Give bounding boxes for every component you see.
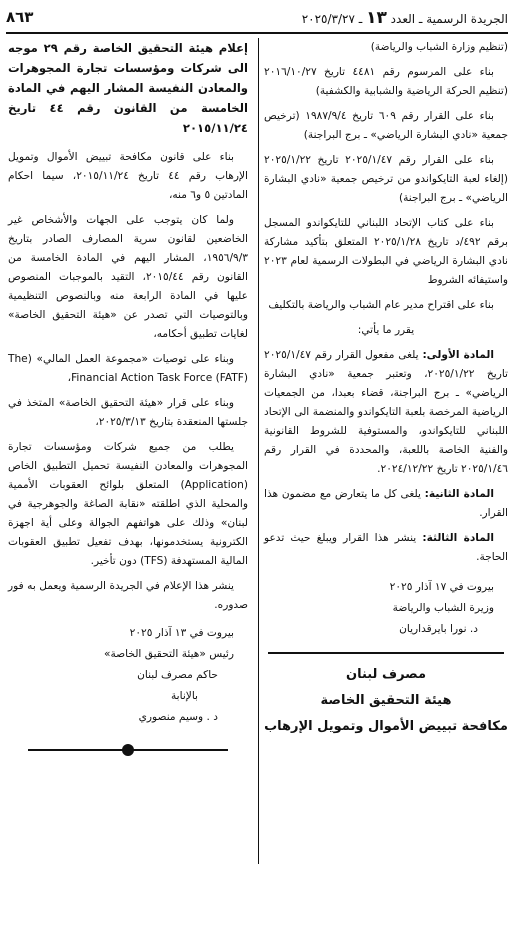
issue-number: ١٣ bbox=[366, 8, 387, 28]
signature-name: د . وسيم منصوري bbox=[138, 711, 218, 723]
commission-name: هيئة التحقيق الخاصة bbox=[320, 693, 452, 708]
signature-place-date: بيروت في ١٧ آذار ٢٠٢٥ bbox=[389, 581, 494, 593]
article-1 bbox=[264, 346, 508, 479]
article-label: المادة الأولى: bbox=[422, 349, 494, 361]
end-separator bbox=[18, 744, 238, 758]
bank-name: مصرف لبنان bbox=[345, 667, 427, 682]
signature-name: د. نورا بايرقداريان bbox=[399, 623, 478, 635]
article-2 bbox=[264, 485, 508, 523]
separator-dot bbox=[122, 744, 134, 756]
issue-date: ـ ٢٠٢٥/٣/٢٧ bbox=[301, 12, 363, 26]
decision-heading: يقرر ما يأتي: bbox=[357, 324, 415, 336]
paragraph: بناء على اقتراح مدير عام الشباب والرياضة بالتكليف bbox=[268, 299, 494, 311]
header-rule bbox=[6, 32, 508, 34]
paragraph: بناء على كتاب الإتحاد اللبناني للتايكواندو المسجل برقم ٤٩٢/د تاريخ ٢٠٢٥/١/٢٨ المتعلق بتأكيد مشاركة نادي البشارة الرياضي في البطولات الرسمية لعام ٢٠٢٣ واستيفائه الشروط bbox=[264, 217, 508, 286]
signature-place-date: بيروت في ١٣ آذار ٢٠٢٥ bbox=[129, 627, 234, 639]
paragraph: وبناء على قرار «هيئة التحقيق الخاصة» المتخذ في جلستها المنعقدة بتاريخ ٢٠٢٥/٣/١٣، bbox=[8, 397, 248, 428]
paragraph: بناء على قانون مكافحة تبييض الأموال وتمويل الإرهاب رقم ٤٤ تاريخ ٢٠١٥/١١/٢٤، سيما احكام المادتين ٥ و٦ منه، bbox=[8, 151, 248, 201]
article-label: المادة الثالثة: bbox=[422, 532, 494, 544]
page-number: ٨٦٣ bbox=[6, 8, 34, 26]
issue-label: الجريدة الرسمية ـ العدد bbox=[390, 12, 508, 26]
paragraph: وبناء على توصيات «مجموعة العمل المالي» (The Financial Action Task Force (FATF)، bbox=[8, 353, 248, 384]
paragraph: (تنظيم وزارة الشباب والرياضة) bbox=[370, 41, 508, 53]
article-text: يلغى مفعول القرار رقم ٢٠٢٥/١/٤٧ تاريخ ٢٠٢٥/١/٢٢، وتعتبر جمعية «نادي البشارة الرياضي» ـ برج البراجنة، قضاء بعبدا، من الجمعيات الرياضية المرخصة بلعبة التايكواندو والمنضمة الى الإتحاد اللبناني للتايكواندو، والمستوفية للشروط القانونية والفنية الخاصة باللعبة، والمحددة في القرار رقم ٢٠٢٥/١/٤٦ تاريخ ٢٠٢٤/١٢/٢٢. bbox=[264, 349, 508, 475]
paragraph: يطلب من جميع شركات ومؤسسات تجارة المجوهرات والمعادن النفيسة تحميل التطبيق الخاص (Application) المتعلق بلوائح العقوبات الأممية والمحلية الذي اطلقته «نقابة الصاغة والجوهرجية في لبنان» وذلك على هواتفهم الجوالة وعلى أية اجهزة الكترونية يستخدمونها، بهدف تفعيل تطبيق العقوبات المالية المستهدفة (TFS) دون تأخير. bbox=[8, 441, 248, 567]
column-divider bbox=[258, 38, 259, 864]
article-3 bbox=[264, 529, 508, 567]
article-text: يلغى كل ما يتعارض مع مضمون هذا القرار. bbox=[264, 488, 508, 519]
page-header bbox=[6, 6, 508, 30]
signature-position: حاكم مصرف لبنان bbox=[137, 669, 218, 681]
signature-role: رئيس «هيئة التحقيق الخاصة» bbox=[103, 648, 234, 660]
signature-title: وزيرة الشباب والرياضة bbox=[392, 602, 494, 614]
paragraph: بناء على القرار رقم ٦٠٩ تاريخ ١٩٨٧/٩/٤ (ترخيص جمعية «نادي البشارة الرياضي» ـ برج البراجنة) bbox=[264, 110, 508, 141]
notice-title: إعلام هيئة التحقيق الخاصة رقم ٢٩ موجه الى شركات ومؤسسات تجارة المجوهرات والمعادن النفيسة المشار اليهم في المادة الخامسة من القانون رقم ٤٤ تاريخ ٢٠١٥/١١/٢٤ bbox=[8, 41, 248, 135]
article-label: المادة الثانية: bbox=[424, 488, 494, 500]
section-rule bbox=[268, 652, 504, 654]
signature-proxy: بالإنابة bbox=[170, 690, 198, 702]
paragraph: بناء على القرار رقم ٢٠٢٥/١/٤٧ تاريخ ٢٠٢٥/١/٢٢ (إلغاء لعبة التايكواندو من ترخيص جمعية «نادي البشارة الرياضي» ـ برج البراجنة) bbox=[264, 154, 508, 204]
left-column bbox=[8, 38, 248, 766]
right-column bbox=[264, 38, 508, 740]
paragraph: ينشر هذا الإعلام في الجريدة الرسمية ويعمل به فور صدوره. bbox=[8, 580, 248, 611]
article-text: ينشر هذا القرار ويبلغ حيث تدعو الحاجة. bbox=[264, 532, 508, 563]
issue-line bbox=[302, 8, 508, 28]
paragraph: بناء على المرسوم رقم ٤٤٨١ تاريخ ٢٠١٦/١٠/٢٧ (تنظيم الحركة الرياضية والشبابية والكشفية) bbox=[264, 66, 508, 97]
unit-name: مكافحة تبييض الأموال وتمويل الإرهاب bbox=[264, 719, 508, 734]
paragraph: ولما كان يتوجب على الجهات والأشخاص غير الخاضعين لقانون سرية المصارف الصادر بتاريخ ١٩٥٦/٩/٣، المشار اليهم في المادة الخامسة من القانون رقم ٢٠١٥/٤٤، التقيد بالموجبات المنصوص عليها في المادة الرابعة منه وبالنصوص التنظيمية وبالتوصيات التي تصدر عن «هيئة التحقيق الخاصة» لغايات تطبيق أحكامه، bbox=[8, 214, 248, 340]
